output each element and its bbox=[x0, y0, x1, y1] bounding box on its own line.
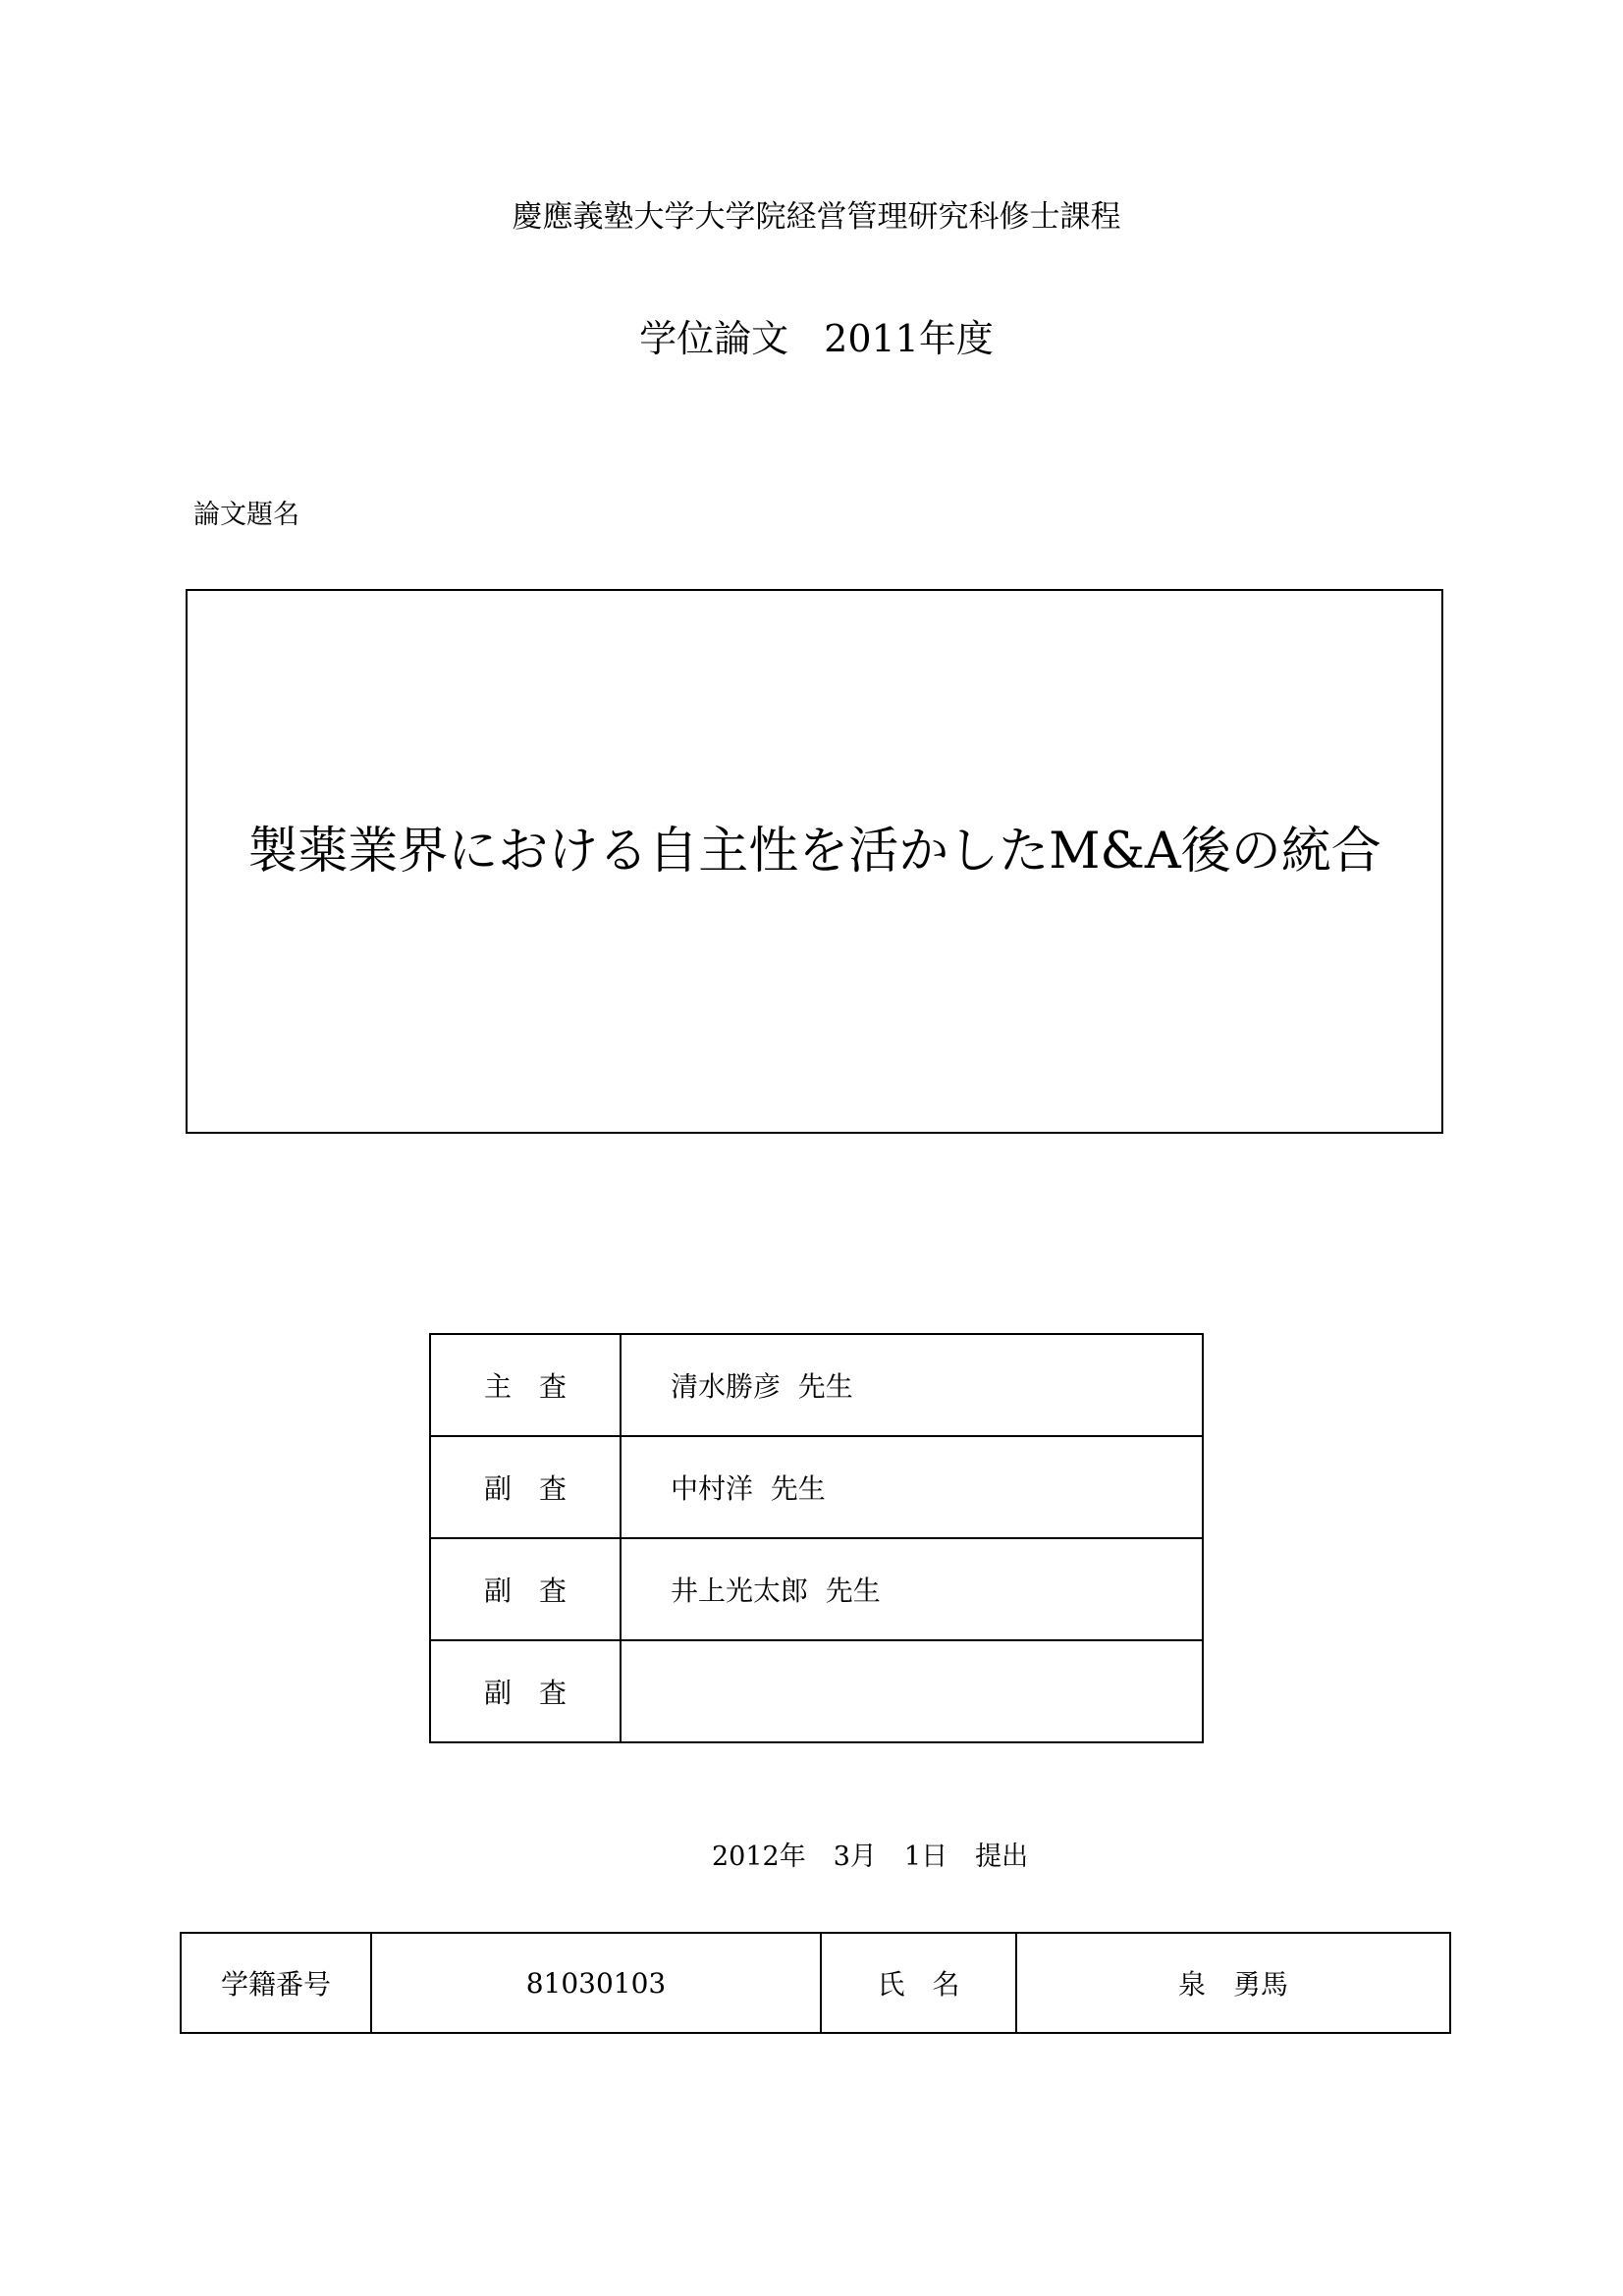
submission-label: 提出 bbox=[975, 1842, 1029, 1872]
submission-month: 3月 bbox=[833, 1842, 877, 1872]
submission-year: 2012年 bbox=[712, 1842, 806, 1872]
thesis-type: 学位論文 bbox=[639, 317, 789, 360]
examiner-name: 清水勝彦 先生 bbox=[621, 1334, 1203, 1436]
examiners-table bbox=[429, 1333, 1204, 1743]
examiner-name bbox=[621, 1640, 1203, 1742]
examiner-role: 副 査 bbox=[430, 1436, 621, 1538]
examiner-row bbox=[430, 1538, 1203, 1640]
submission-day: 1日 bbox=[903, 1842, 948, 1872]
student-info-table bbox=[180, 1932, 1451, 2034]
student-name-value: 泉 勇馬 bbox=[1016, 1933, 1450, 2033]
academic-year: 2011年度 bbox=[824, 317, 994, 360]
examiner-role: 副 査 bbox=[430, 1640, 621, 1742]
examiner-name: 中村洋 先生 bbox=[621, 1436, 1203, 1538]
thesis-title-label: 論文題名 bbox=[193, 500, 299, 530]
thesis-year-line bbox=[0, 312, 1623, 365]
examiner-row bbox=[430, 1436, 1203, 1538]
examiner-name: 井上光太郎 先生 bbox=[621, 1538, 1203, 1640]
examiner-row bbox=[430, 1640, 1203, 1742]
submission-date bbox=[712, 1838, 1028, 1877]
examiner-row bbox=[430, 1334, 1203, 1436]
thesis-title: 製薬業界における自主性を活かしたM&A後の統合 bbox=[247, 822, 1381, 881]
thesis-title-box bbox=[186, 589, 1443, 1134]
student-id-label: 学籍番号 bbox=[181, 1933, 371, 2033]
examiner-role: 副 査 bbox=[430, 1538, 621, 1640]
student-id-value: 81030103 bbox=[371, 1933, 821, 2033]
student-info-row bbox=[181, 1933, 1450, 2033]
student-name-label: 氏 名 bbox=[821, 1933, 1016, 2033]
examiner-role: 主 査 bbox=[430, 1334, 621, 1436]
university-program: 慶應義塾大学大学院経営管理研究科修士課程 bbox=[512, 199, 1121, 235]
